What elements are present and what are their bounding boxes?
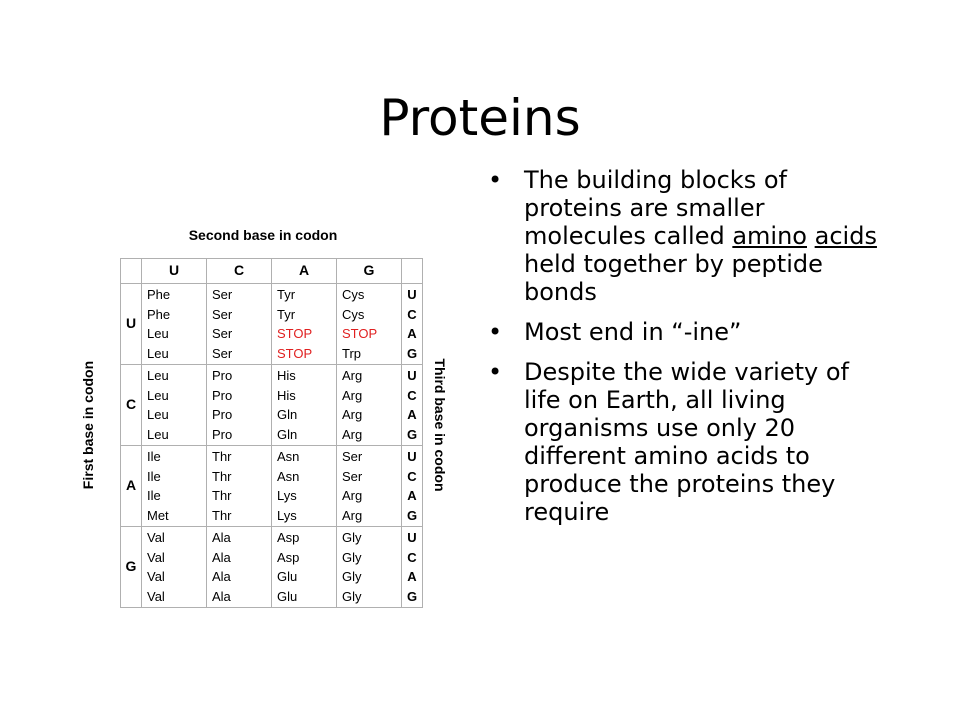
amino-acid-cell xyxy=(272,527,337,608)
amino-acid: Gly xyxy=(342,549,362,565)
amino-acid-cell xyxy=(337,527,402,608)
amino-acid: Asn xyxy=(277,468,300,484)
third-base: U xyxy=(407,287,417,302)
amino-acid: Thr xyxy=(212,488,232,503)
amino-acid-cell xyxy=(207,284,272,365)
amino-acid-cell xyxy=(337,446,402,527)
third-base: C xyxy=(407,387,417,403)
amino-acid: Ser xyxy=(212,326,233,341)
amino-acid: Thr xyxy=(212,449,232,464)
first-base-cell: A xyxy=(121,446,142,527)
third-base: G xyxy=(406,426,418,442)
codon-table-figure xyxy=(78,225,448,615)
amino-acid: Arg xyxy=(342,407,363,422)
amino-acid: His xyxy=(277,387,296,403)
amino-acid: Pro xyxy=(212,426,233,442)
third-base-cell xyxy=(402,527,423,608)
amino-acid: Thr xyxy=(212,507,232,523)
codon-grid xyxy=(120,258,423,608)
amino-acid: Cys xyxy=(342,287,365,302)
third-base-cell xyxy=(402,365,423,446)
first-base-cell: G xyxy=(121,527,142,608)
amino-acid: Leu xyxy=(147,345,169,361)
third-base: G xyxy=(406,507,418,523)
amino-acid: Gln xyxy=(277,426,298,442)
amino-acid: Leu xyxy=(147,387,169,403)
amino-acid: Ser xyxy=(342,468,363,484)
amino-acid: Trp xyxy=(342,345,362,361)
amino-acid: Phe xyxy=(147,287,171,302)
stop-codon: STOP xyxy=(277,326,313,341)
third-base: U xyxy=(407,449,417,464)
amino-acid: Arg xyxy=(342,426,363,442)
amino-acid: Ala xyxy=(212,569,231,584)
bullet-item xyxy=(488,358,888,526)
amino-acid: Val xyxy=(147,588,165,604)
amino-acid: Asp xyxy=(277,530,300,545)
amino-acid-cell xyxy=(142,365,207,446)
amino-acid-cell xyxy=(142,284,207,365)
amino-acid: Gln xyxy=(277,407,298,422)
first-base-cell: U xyxy=(121,284,142,365)
codon-row xyxy=(121,365,423,446)
amino-acid: Glu xyxy=(277,569,298,584)
amino-acid: His xyxy=(277,368,296,383)
amino-acid: Tyr xyxy=(277,306,296,322)
amino-acid: Ala xyxy=(212,588,231,604)
amino-acid: Leu xyxy=(147,368,169,383)
amino-acid: Leu xyxy=(147,426,169,442)
amino-acid: Glu xyxy=(277,588,298,604)
codon-row xyxy=(121,527,423,608)
bullet-marker: • xyxy=(488,318,503,346)
amino-acid: Asp xyxy=(277,549,300,565)
third-base-cell xyxy=(402,284,423,365)
stop-codon: STOP xyxy=(342,326,378,341)
third-base: U xyxy=(407,530,417,545)
amino-acid: Ile xyxy=(147,488,161,503)
amino-acid: Met xyxy=(147,507,169,523)
slide-title: Proteins xyxy=(379,89,581,147)
amino-acid: Lys xyxy=(277,488,297,503)
amino-acid-cell xyxy=(272,284,337,365)
codon-row xyxy=(121,446,423,527)
amino-acid-cell xyxy=(272,365,337,446)
third-base-label: Third base in codon xyxy=(432,358,448,492)
amino-acid: Gly xyxy=(342,530,362,545)
third-base-cell xyxy=(402,446,423,527)
amino-acid-cell xyxy=(207,527,272,608)
amino-acid: Val xyxy=(147,530,165,545)
amino-acid: Arg xyxy=(342,507,363,523)
amino-acid: Pro xyxy=(212,368,233,383)
underlined-term: amino xyxy=(732,222,807,250)
stop-codon: STOP xyxy=(277,345,313,361)
amino-acid-cell xyxy=(337,284,402,365)
amino-acid: Leu xyxy=(147,326,169,341)
underlined-term: acids xyxy=(814,222,877,250)
amino-acid: Arg xyxy=(342,488,363,503)
amino-acid: Leu xyxy=(147,407,169,422)
bullet-text: The building blocks of proteins are smaller molecules called amino acids held together by peptide bonds xyxy=(524,166,877,306)
amino-acid: Ile xyxy=(147,468,161,484)
amino-acid: Tyr xyxy=(277,287,296,302)
amino-acid: Arg xyxy=(342,387,363,403)
second-base-header: U xyxy=(142,259,207,284)
bullet-item xyxy=(488,166,888,306)
corner-cell xyxy=(402,259,423,284)
amino-acid: Cys xyxy=(342,306,365,322)
third-base: C xyxy=(407,549,417,565)
second-base-header: C xyxy=(207,259,272,284)
third-base: C xyxy=(407,306,417,322)
bullet-text: Most end in “-ine” xyxy=(524,318,742,346)
amino-acid: Val xyxy=(147,549,165,565)
amino-acid: Pro xyxy=(212,407,233,422)
amino-acid: Asn xyxy=(277,449,300,464)
third-base: A xyxy=(407,407,417,422)
amino-acid: Ser xyxy=(212,345,233,361)
second-base-header: A xyxy=(272,259,337,284)
second-base-label: Second base in codon xyxy=(188,227,338,243)
amino-acid-cell xyxy=(337,365,402,446)
second-base-header: G xyxy=(337,259,402,284)
third-base: G xyxy=(406,345,418,361)
amino-acid: Arg xyxy=(342,368,363,383)
bullet-marker: • xyxy=(488,358,503,386)
amino-acid: Val xyxy=(147,569,165,584)
bullet-list xyxy=(488,166,888,538)
amino-acid: Ser xyxy=(212,287,233,302)
third-base: A xyxy=(407,488,417,503)
amino-acid-cell xyxy=(142,527,207,608)
amino-acid-cell xyxy=(207,365,272,446)
first-base-cell: C xyxy=(121,365,142,446)
amino-acid: Phe xyxy=(147,306,171,322)
codon-header-row xyxy=(121,259,423,284)
amino-acid: Ala xyxy=(212,549,231,565)
first-base-label: First base in codon xyxy=(80,360,96,490)
amino-acid: Ser xyxy=(342,449,363,464)
amino-acid: Pro xyxy=(212,387,233,403)
third-base: U xyxy=(407,368,417,383)
amino-acid: Thr xyxy=(212,468,232,484)
amino-acid: Lys xyxy=(277,507,297,523)
amino-acid: Gly xyxy=(342,569,362,584)
bullet-marker: • xyxy=(488,166,503,194)
amino-acid-cell xyxy=(207,446,272,527)
amino-acid: Ile xyxy=(147,449,161,464)
third-base: G xyxy=(406,588,418,604)
amino-acid: Ala xyxy=(212,530,231,545)
amino-acid: Gly xyxy=(342,588,362,604)
codon-row xyxy=(121,284,423,365)
amino-acid-cell xyxy=(272,446,337,527)
amino-acid: Ser xyxy=(212,306,233,322)
third-base: A xyxy=(407,326,417,341)
amino-acid-cell xyxy=(142,446,207,527)
corner-cell xyxy=(121,259,142,284)
third-base: C xyxy=(407,468,417,484)
bullet-text: Despite the wide variety of life on Earth, all living organisms use only 20 different amino acids to produce the proteins they require xyxy=(524,358,849,526)
bullet-item xyxy=(488,318,888,346)
third-base: A xyxy=(407,569,417,584)
